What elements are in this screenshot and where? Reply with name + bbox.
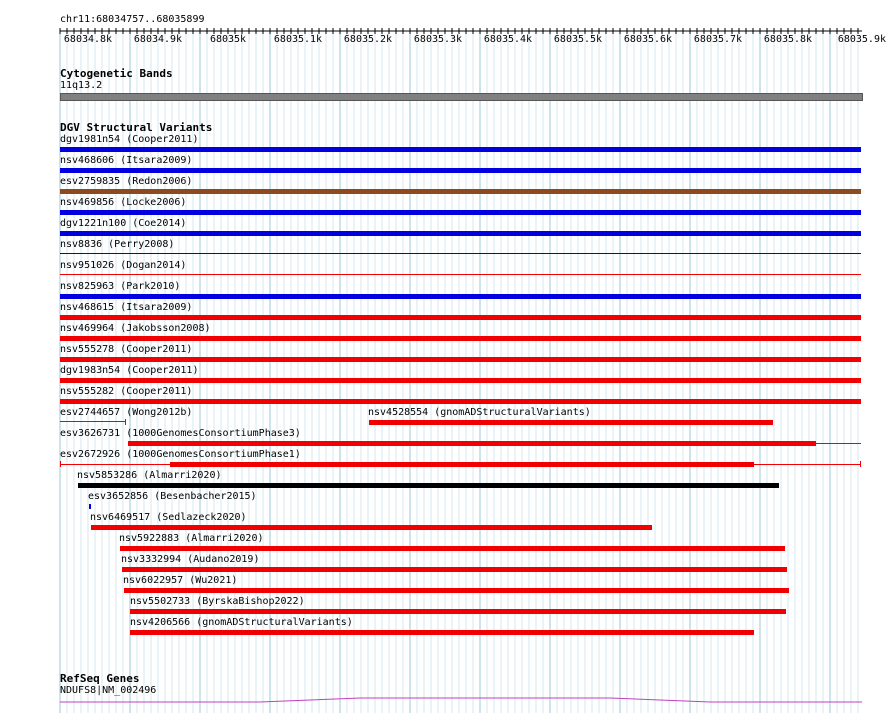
location-readout: chr11:68034757..68035899 xyxy=(60,14,205,25)
variant-bar[interactable] xyxy=(78,483,779,488)
ruler-tick-label: 68034.9k xyxy=(133,34,183,45)
variant-label[interactable]: nsv4528554 (gnomADStructuralVariants) xyxy=(368,407,591,418)
variant-bar[interactable] xyxy=(91,525,652,530)
variant-label[interactable]: esv2744657 (Wong2012b) xyxy=(60,407,193,418)
variant-end-cap xyxy=(60,461,61,467)
variant-bar[interactable] xyxy=(60,210,861,215)
variant-label[interactable]: dgv1983n54 (Cooper2011) xyxy=(60,365,199,376)
variant-end-cap xyxy=(860,461,861,467)
variant-label[interactable]: dgv1981n54 (Cooper2011) xyxy=(60,134,199,145)
variant-bar[interactable] xyxy=(124,588,789,593)
variant-label[interactable]: nsv5502733 (ByrskaBishop2022) xyxy=(130,596,305,607)
variant-bar[interactable] xyxy=(120,546,785,551)
variant-end-cap xyxy=(125,419,126,425)
variant-label[interactable]: nsv3332994 (Audano2019) xyxy=(121,554,260,565)
variant-label[interactable]: esv3652856 (Besenbacher2015) xyxy=(88,491,257,502)
variant-label[interactable]: nsv555278 (Cooper2011) xyxy=(60,344,193,355)
variant-bar[interactable] xyxy=(60,378,861,383)
cytoband-label: 11q13.2 xyxy=(60,80,103,91)
variant-label[interactable]: nsv4206566 (gnomADStructuralVariants) xyxy=(130,617,353,628)
variant-bar[interactable] xyxy=(60,399,861,404)
variant-label[interactable]: nsv555282 (Cooper2011) xyxy=(60,386,193,397)
variant-bar[interactable] xyxy=(369,420,773,425)
variant-bar[interactable] xyxy=(60,294,861,299)
variant-label[interactable]: nsv5853286 (Almarri2020) xyxy=(77,470,222,481)
variant-extension-line xyxy=(816,443,861,444)
variant-label[interactable]: esv3626731 (1000GenomesConsortiumPhase3) xyxy=(60,428,301,439)
refseq-gene-label: NDUFS8|NM_002496 xyxy=(60,685,157,696)
variant-label[interactable]: nsv6469517 (Sedlazeck2020) xyxy=(90,512,247,523)
ruler-tick-label: 68035.5k xyxy=(553,34,603,45)
variant-bar[interactable] xyxy=(122,567,787,572)
refseq-track-title: RefSeq Genes xyxy=(60,672,140,685)
variant-label[interactable]: dgv1221n100 (Coe2014) xyxy=(60,218,187,229)
variant-label[interactable]: nsv469856 (Locke2006) xyxy=(60,197,187,208)
ruler-tick-label: 68035.3k xyxy=(413,34,463,45)
ruler-tick-label: 68035.6k xyxy=(623,34,673,45)
variant-bar[interactable] xyxy=(60,168,861,173)
variant-label[interactable]: nsv825963 (Park2010) xyxy=(60,281,181,292)
variant-bar[interactable] xyxy=(170,462,754,467)
ruler-tick-label: 68035.4k xyxy=(483,34,533,45)
variant-label[interactable]: nsv468615 (Itsara2009) xyxy=(60,302,193,313)
ruler-tick-label: 68034.8k xyxy=(63,34,113,45)
ruler-tick-label: 68035.1k xyxy=(273,34,323,45)
variant-extension-line xyxy=(754,464,861,465)
variant-label[interactable]: nsv6022957 (Wu2021) xyxy=(123,575,238,586)
dgv-track-title: DGV Structural Variants xyxy=(60,121,213,134)
variant-label[interactable]: nsv469964 (Jakobsson2008) xyxy=(60,323,211,334)
variant-extension-line xyxy=(60,464,170,465)
variant-bar[interactable] xyxy=(60,231,861,236)
refseq-gene-line[interactable] xyxy=(60,694,862,706)
ruler-tick-label: 68035.8k xyxy=(763,34,813,45)
variant-label[interactable]: nsv468606 (Itsara2009) xyxy=(60,155,193,166)
cytogenetic-bands-title: Cytogenetic Bands xyxy=(60,67,173,80)
variant-bar[interactable] xyxy=(60,274,861,275)
variant-bar[interactable] xyxy=(130,630,754,635)
variant-bar[interactable] xyxy=(130,609,786,614)
variant-label[interactable]: esv2672926 (1000GenomesConsortiumPhase1) xyxy=(60,449,301,460)
variant-bar[interactable] xyxy=(60,336,861,341)
ruler-tick-label: 68035.2k xyxy=(343,34,393,45)
ruler-tick-label: 68035.7k xyxy=(693,34,743,45)
variant-bar[interactable] xyxy=(60,253,861,254)
variant-label[interactable]: esv2759835 (Redon2006) xyxy=(60,176,193,187)
variant-bar[interactable] xyxy=(60,315,861,320)
ruler-tick-label: 68035k xyxy=(209,34,247,45)
cytoband-bar[interactable] xyxy=(60,93,863,101)
variant-bar[interactable] xyxy=(128,441,816,446)
variant-bar[interactable] xyxy=(60,189,861,194)
variant-label[interactable]: nsv951026 (Dogan2014) xyxy=(60,260,187,271)
ruler-tick-label: 68035.9k xyxy=(837,34,886,45)
variant-bar[interactable] xyxy=(60,357,861,362)
variant-bar[interactable] xyxy=(60,147,861,152)
variant-label[interactable]: nsv5922883 (Almarri2020) xyxy=(119,533,264,544)
variant-bar[interactable] xyxy=(89,504,91,509)
variant-bar[interactable] xyxy=(60,421,125,422)
variant-label[interactable]: nsv8836 (Perry2008) xyxy=(60,239,175,250)
